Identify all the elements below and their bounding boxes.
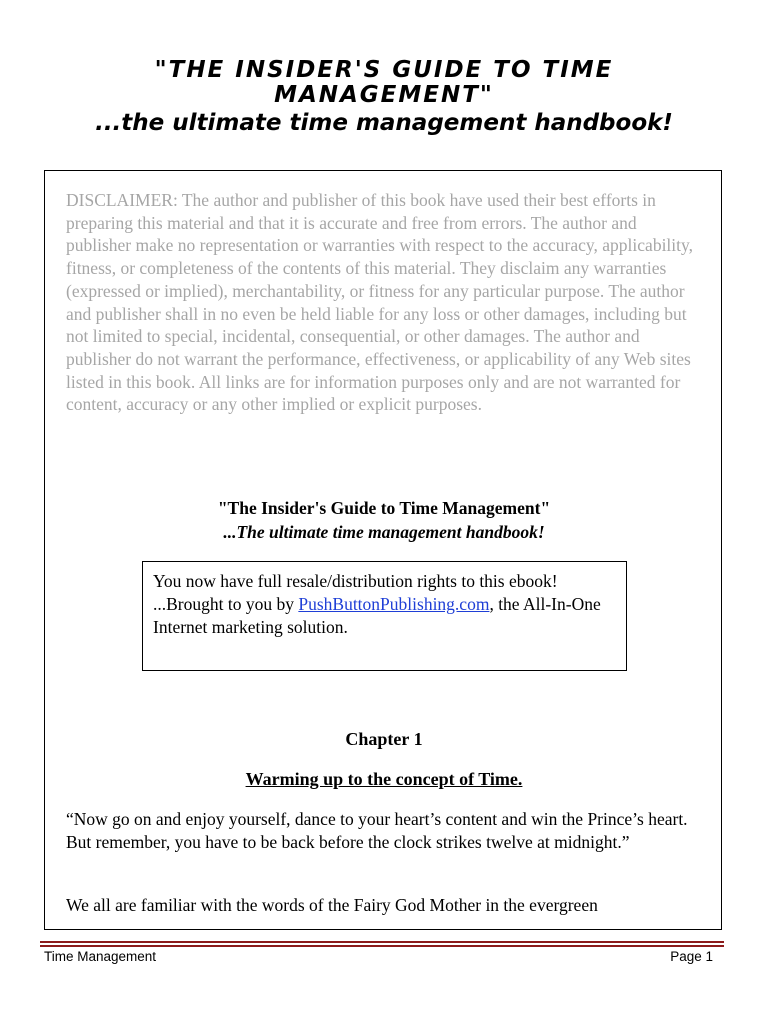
- inner-title: "The Insider's Guide to Time Management": [217, 498, 551, 518]
- rights-text-before: You now have full resale/distribution rights to this ebook! ...Brought to you by: [153, 571, 558, 614]
- chapter-heading: Warming up to the concept of Time.: [245, 769, 523, 789]
- rights-text-after: , the All-In-One Internet marketing solution.: [153, 594, 601, 637]
- document-title: "THE INSIDER'S GUIDE TO TIME MANAGEMENT": [154, 57, 614, 108]
- resale-rights-box: [142, 561, 627, 671]
- footer-rule-bottom: [40, 945, 724, 947]
- content-frame: [44, 170, 722, 930]
- disclaimer-text: DISCLAIMER: The author and publisher of this book have used their best efforts in preparing this material and that it is accurate and free from errors. The author and publisher make no representation or warranties with respect to the accuracy, applicability, fitness, or completeness of the contents of this material. They disclaim any warranties (expressed or implied), merchantability, or fitness for any particular purpose. The author and publisher shall in no even be held liable for any loss or other damages, including but not limited to special, incidental, consequential, or other damages. The author and publisher do not warrant the performance, effectiveness, or applicability of any Web sites listed in this book. All links are for information purposes only and are not warranted for content, accuracy or any other implied or explicit purposes.: [66, 190, 694, 415]
- footer-title: Time Management: [44, 949, 157, 964]
- chapter-label: Chapter 1: [345, 729, 423, 749]
- quote-paragraph: “Now go on and enjoy yourself, dance to your heart’s content and win the Prince’s heart. But remember, you have to be back before the clock strikes twelve at midnight.”: [66, 809, 688, 852]
- publisher-link[interactable]: PushButtonPublishing.com: [298, 594, 490, 614]
- document-subtitle: ...the ultimate time management handbook!: [95, 110, 673, 136]
- footer-rule-top: [40, 941, 724, 943]
- body-paragraph: We all are familiar with the words of the Fairy God Mother in the evergreen: [66, 895, 598, 915]
- inner-subtitle: ...The ultimate time management handbook!: [223, 522, 545, 542]
- page-number: Page 1: [670, 949, 713, 964]
